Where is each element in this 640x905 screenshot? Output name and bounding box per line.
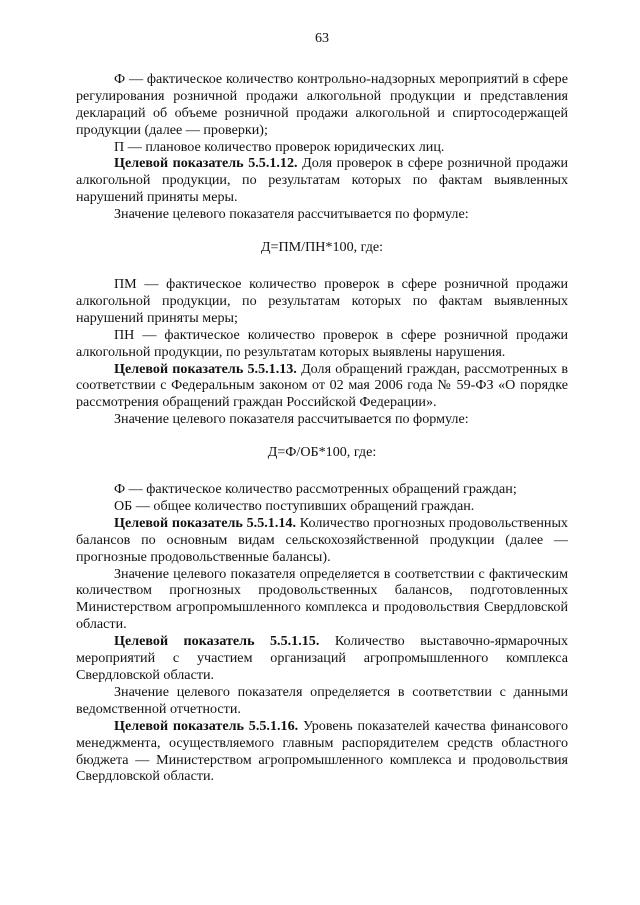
indicator-label: Целевой показатель 5.5.1.16. xyxy=(114,717,299,734)
indicator-label: Целевой показатель 5.5.1.13. xyxy=(114,360,297,377)
document-page xyxy=(76,30,568,785)
paragraph-value-15: Значение целевого показателя определяется в соответствии с данными ведомственной отчетности. xyxy=(76,683,568,717)
indicator-label: Целевой показатель 5.5.1.12. xyxy=(114,155,298,172)
paragraph-pn-definition: ПН — фактическое количество проверок в сфере розничной продажи алкогольной продукции, по результатам которых выявлены нарушения. xyxy=(76,326,568,360)
formula-intro: Значение целевого показателя рассчитывается по формуле: xyxy=(114,411,469,428)
paragraph-f-appeals-definition: Ф — фактическое количество рассмотренных обращений граждан; xyxy=(114,481,517,498)
indicator-label: Целевой показатель 5.5.1.14. xyxy=(114,514,296,531)
indicator-label: Целевой показатель 5.5.1.15. xyxy=(114,633,320,650)
formula: Д=Ф/ОБ*100, где: xyxy=(267,444,377,461)
page-number: 63 xyxy=(314,30,330,46)
indicator-5-5-1-16: Целевой показатель 5.5.1.16. Уровень показателей качества финансового менеджмента, осуществляемого главным распорядителем средств областного бюджета — Министерством агропромышленного комплекса и продовольствия Свердловской области. xyxy=(76,717,568,785)
indicator-5-5-1-14: Целевой показатель 5.5.1.14. Количество прогнозных продовольственных балансов по основным видам сельскохозяйственной продукции (далее — прогнозные продовольственные балансы). xyxy=(76,514,568,565)
paragraph-ob-definition: ОБ — общее количество поступивших обращений граждан. xyxy=(114,497,475,514)
indicator-5-5-1-15: Целевой показатель 5.5.1.15. Количество выставочно-ярмарочных мероприятий с участием организаций агропромышленного комплекса Свердловской области. xyxy=(76,633,568,683)
paragraph-f-definition: Ф — фактическое количество контрольно-надзорных мероприятий в сфере регулирования розничной продажи алкогольной продукции и представления деклараций об объеме розничной продажи алкогольной и спиртосодержащей продукции (далее — проверки); xyxy=(76,70,568,138)
paragraph-value-14: Значение целевого показателя определяется в соответствии с фактическим количеством прогнозных продовольственных балансов, подготовленных Министерством агропромышленного комплекса и продовольствия Свердловской области. xyxy=(76,565,568,633)
formula: Д=ПМ/ПН*100, где: xyxy=(260,239,384,256)
paragraph-p-definition: П — плановое количество проверок юридических лиц. xyxy=(114,138,445,155)
paragraph-pm-definition: ПМ — фактическое количество проверок в сфере розничной продажи алкогольной продукции, по результатам которых по фактам выявленных нарушений приняты меры; xyxy=(76,275,568,326)
indicator-5-5-1-13: Целевой показатель 5.5.1.13. Доля обращений граждан, рассмотренных в соответствии с Федеральным законом от 02 мая 2006 года № 59-ФЗ «О порядке рассмотрения обращений граждан Российской Федерации». xyxy=(76,360,568,411)
indicator-5-5-1-12: Целевой показатель 5.5.1.12. Доля проверок в сфере розничной продажи алкогольной продукции, по результатам которых по фактам выявленных нарушений приняты меры. xyxy=(76,155,568,206)
formula-intro: Значение целевого показателя рассчитывается по формуле: xyxy=(114,206,469,223)
